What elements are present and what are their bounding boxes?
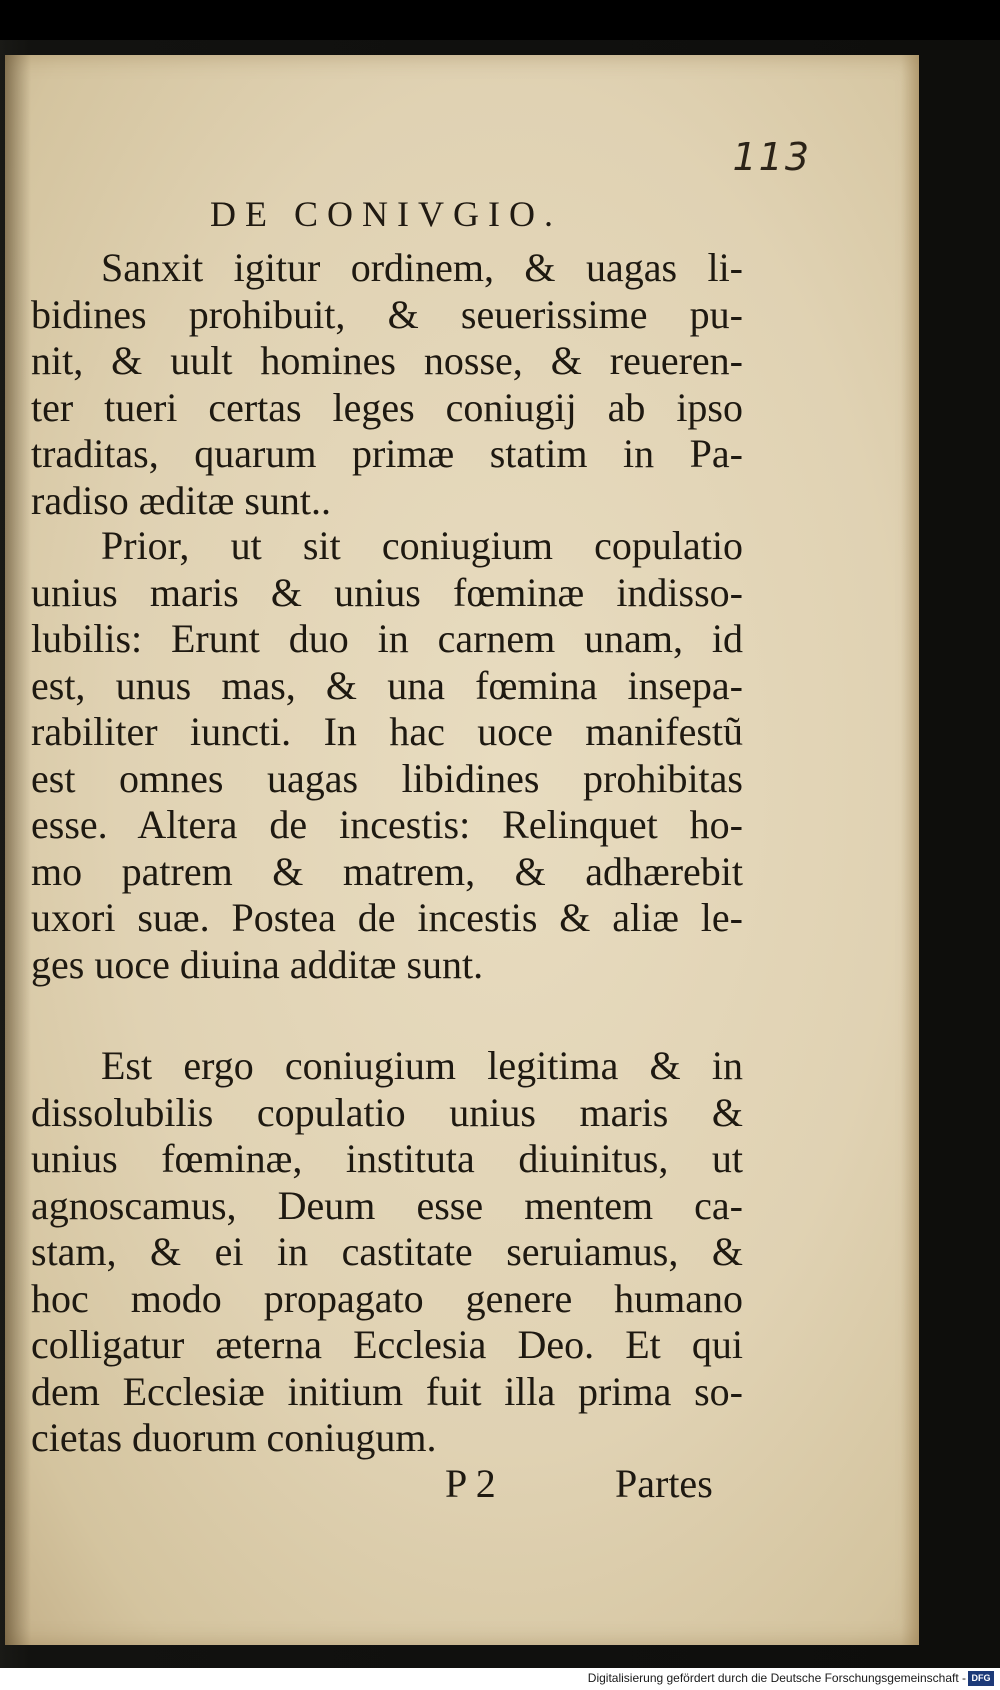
paragraph-2 bbox=[31, 523, 743, 988]
text-line: bidines prohibuit, & seuerissime pu- bbox=[31, 291, 743, 337]
text-line: Est ergo coniugium legitima & in bbox=[101, 1043, 743, 1088]
dfg-logo: DFG bbox=[968, 1671, 994, 1686]
text-line: est omnes uagas libidines prohibitas bbox=[31, 755, 743, 801]
text-line: ter tueri certas leges coniugij ab ipso bbox=[31, 384, 743, 430]
signature-mark: P 2 bbox=[445, 1461, 496, 1506]
text-line: agnoscamus, Deum esse mentem ca- bbox=[31, 1182, 743, 1228]
text-line: cietas duorum coniugum. bbox=[31, 1415, 437, 1460]
scanner-edge bbox=[0, 0, 1000, 40]
digitization-footer bbox=[0, 1668, 1000, 1690]
catchword: Partes bbox=[615, 1461, 713, 1506]
text-line: lubilis: Erunt duo in carnem unam, id bbox=[31, 616, 743, 661]
text-line: traditas, quarum primæ statim in Pa- bbox=[31, 431, 743, 476]
running-head: DE CONIVGIO. bbox=[210, 194, 562, 234]
text-line: radiso æditæ sunt.. bbox=[31, 477, 332, 523]
text-line: colligatur æterna Ecclesia Deo. Et qui bbox=[31, 1322, 743, 1367]
text-line: dissolubilis copulatio unius maris & bbox=[31, 1089, 743, 1135]
paragraph-1 bbox=[31, 245, 743, 524]
text-line: unius fœminæ, instituta diuinitus, ut bbox=[31, 1136, 743, 1181]
text-line: unius maris & unius fœminæ indisso- bbox=[31, 569, 743, 615]
text-line: mo patrem & matrem, & adhærebit bbox=[31, 848, 743, 894]
text-line: Sanxit igitur ordinem, & uagas li- bbox=[101, 245, 743, 290]
text-line: rabiliter iuncti. In hac uoce manifestũ bbox=[31, 709, 743, 754]
folio-number: 113 bbox=[732, 135, 811, 179]
paragraph-3 bbox=[31, 1043, 743, 1462]
funding-credit: Digitalisierung gefördert durch die Deutsche Forschungsgemeinschaft - bbox=[587, 1671, 966, 1685]
text-line: ges uoce diuina additæ sunt. bbox=[31, 941, 484, 987]
text-line: hoc modo propagato genere humano bbox=[31, 1275, 743, 1321]
text-line: Prior, ut sit coniugium copulatio bbox=[101, 523, 743, 568]
text-line: nit, & uult homines nosse, & reueren- bbox=[31, 338, 743, 383]
text-line: est, unus mas, & una fœmina insepa- bbox=[31, 662, 743, 708]
text-line: stam, & ei in castitate seruiamus, & bbox=[31, 1229, 743, 1274]
text-line: esse. Altera de incestis: Relinquet ho- bbox=[31, 802, 743, 847]
book-page bbox=[5, 55, 919, 1645]
text-line: dem Ecclesiæ initium fuit illa prima so- bbox=[31, 1368, 743, 1414]
text-line: uxori suæ. Postea de incestis & aliæ le- bbox=[31, 895, 743, 940]
